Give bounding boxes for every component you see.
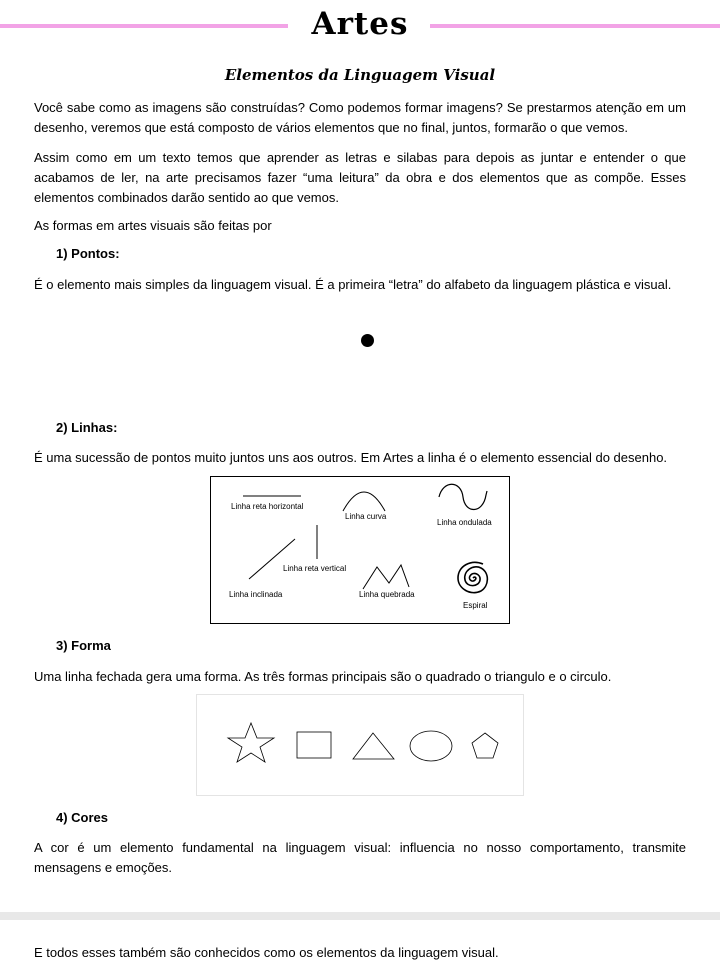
intro-paragraph-2: Assim como em um texto temos que aprender as letras e silabas para depois as juntar e entender o que acabamos de ler, na arte precisamos fazer “uma leitura” da obra e dos elementos que as compõe. Esses elementos combinados darão sentido ao que vemos. bbox=[34, 150, 686, 205]
shapes-svg bbox=[197, 695, 523, 795]
label-vertical: Linha reta vertical bbox=[283, 564, 347, 573]
footer-text: E todos esses também são conhecidos como os elementos da linguagem visual. bbox=[34, 945, 499, 960]
label-zigzag: Linha quebrada bbox=[359, 590, 415, 599]
label-wave: Linha ondulada bbox=[437, 518, 492, 527]
page-header bbox=[0, 6, 720, 50]
heading-pontos: 1) Pontos: bbox=[56, 246, 120, 261]
circle-shape-icon bbox=[410, 731, 452, 761]
label-horizontal: Linha reta horizontal bbox=[231, 502, 304, 511]
label-spiral: Espiral bbox=[463, 601, 488, 610]
text-forma: Uma linha fechada gera uma forma. As três formas principais são o quadrado o triangulo e o circulo. bbox=[34, 669, 612, 684]
triangle-shape-icon bbox=[353, 733, 394, 759]
zigzag-line-icon bbox=[363, 565, 409, 589]
page-title: Artes bbox=[311, 6, 409, 42]
heading-forma: 3) Forma bbox=[56, 638, 111, 653]
inclined-line-icon bbox=[249, 539, 295, 579]
star-shape-icon bbox=[228, 723, 274, 762]
intro-paragraph-1: Você sabe como as imagens são construídas? Como podemos formar imagens? Se prestarmos atenção em um desenho, veremos que está composto de vários elementos que no final, juntos, formarão o que vemos. bbox=[34, 100, 686, 135]
curve-line-icon bbox=[343, 492, 385, 511]
point-illustration bbox=[361, 334, 374, 347]
intro-paragraph-3: As formas em artes visuais são feitas por bbox=[34, 218, 272, 233]
pentagon-shape-icon bbox=[472, 733, 498, 758]
spiral-icon bbox=[458, 562, 487, 592]
label-curve: Linha curva bbox=[345, 512, 387, 521]
page-divider bbox=[0, 912, 720, 920]
text-pontos: É o elemento mais simples da linguagem visual. É a primeira “letra” do alfabeto da linguagem plástica e visual. bbox=[34, 277, 672, 292]
heading-linhas: 2) Linhas: bbox=[56, 420, 118, 435]
text-cores: A cor é um elemento fundamental na linguagem visual: influencia no nosso comportamento, transmite mensagens e emoções. bbox=[34, 840, 686, 875]
square-shape-icon bbox=[297, 732, 331, 758]
shapes-illustration bbox=[196, 694, 524, 796]
text-linhas: É uma sucessão de pontos muito juntos uns aos outros. Em Artes a linha é o elemento essencial do desenho. bbox=[34, 450, 668, 465]
wave-line-icon bbox=[439, 484, 487, 509]
label-inclined: Linha inclinada bbox=[229, 590, 283, 599]
header-bar-right bbox=[430, 24, 720, 28]
subtitle: Elementos da Linguagem Visual bbox=[224, 66, 496, 84]
lines-illustration bbox=[210, 476, 510, 624]
lines-svg bbox=[211, 477, 509, 623]
header-bar-left bbox=[0, 24, 288, 28]
heading-cores: 4) Cores bbox=[56, 810, 109, 825]
